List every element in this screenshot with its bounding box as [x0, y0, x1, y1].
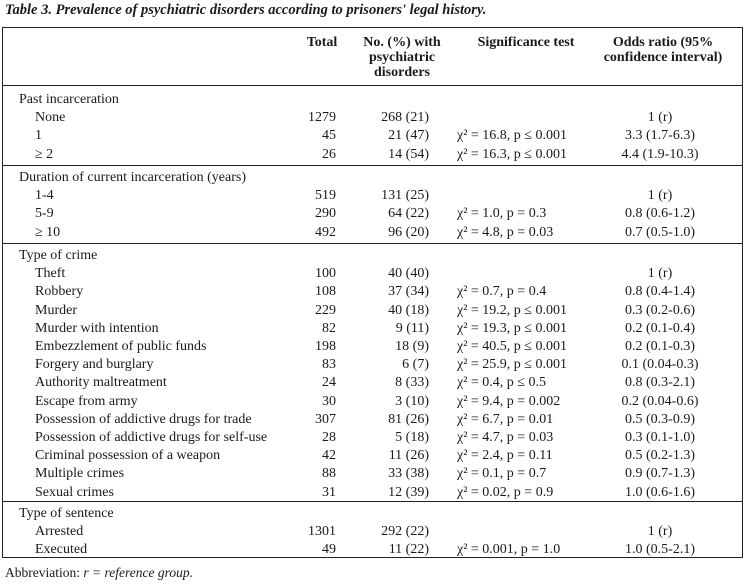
row-label: Arrested [35, 524, 84, 540]
table-row [3, 356, 742, 374]
row-total: 290 [315, 206, 336, 222]
row-count-percent: 9 (11) [395, 320, 429, 336]
row-odds-ratio: 0.7 (0.5-1.0) [625, 224, 695, 240]
row-label: Sexual crimes [35, 484, 114, 500]
row-total: 82 [322, 320, 336, 336]
header-number-line1: No. (%) with [363, 35, 441, 50]
row-count-percent: 131 (25) [381, 188, 429, 204]
header-number-line2: psychiatric [368, 50, 436, 65]
row-significance: χ² = 40.5, p ≤ 0.001 [457, 339, 567, 354]
row-count-percent: 14 (54) [388, 146, 429, 162]
section-title-row [3, 247, 742, 265]
row-significance: χ² = 4.7, p = 0.03 [457, 430, 554, 445]
row-significance: χ² = 19.3, p ≤ 0.001 [457, 320, 567, 336]
row-odds-ratio: 0.3 (0.1-1.0) [625, 430, 695, 445]
section-title: Duration of current incarceration (years) [19, 170, 246, 185]
row-count-percent: 8 (33) [395, 375, 429, 391]
row-odds-ratio: 1 (r) [647, 110, 673, 126]
row-total: 24 [322, 375, 336, 391]
row-count-percent: 40 (40) [388, 266, 429, 282]
table-row [3, 224, 742, 242]
row-label: Authority maltreatment [35, 375, 167, 391]
row-count-percent: 64 (22) [388, 206, 429, 222]
section-divider [3, 243, 742, 244]
row-odds-ratio: 0.2 (0.04-0.6) [621, 393, 699, 409]
row-label: None [35, 110, 66, 126]
row-total: 1301 [308, 524, 336, 540]
row-count-percent: 268 (21) [381, 110, 429, 126]
footnote [5, 565, 193, 581]
row-total: 198 [315, 339, 336, 354]
row-odds-ratio: 0.9 (0.7-1.3) [625, 466, 695, 482]
row-label: ≥ 10 [35, 224, 61, 240]
row-label: Executed [35, 542, 88, 558]
section-title: Past incarceration [19, 92, 119, 107]
table-row [3, 484, 742, 502]
row-significance: χ² = 0.1, p = 0.7 [457, 466, 547, 482]
table-row [3, 541, 742, 559]
header-number-line3: disorders [374, 65, 430, 80]
table-row [3, 338, 742, 356]
table-row [3, 429, 742, 447]
row-significance: χ² = 0.7, p = 0.4 [457, 284, 547, 300]
header-divider [3, 85, 742, 86]
table-row [3, 374, 742, 392]
row-total: 108 [315, 284, 336, 300]
table-row [3, 109, 742, 127]
row-total: 307 [315, 411, 336, 427]
row-significance: χ² = 16.3, p ≤ 0.001 [457, 146, 567, 162]
row-significance: χ² = 16.8, p ≤ 0.001 [457, 128, 567, 144]
section-divider [3, 165, 742, 166]
row-label: 1-4 [35, 188, 54, 204]
table-row [3, 187, 742, 205]
row-count-percent: 81 (26) [388, 411, 429, 427]
row-odds-ratio: 0.8 (0.4-1.4) [625, 284, 695, 300]
header-odds-line2: confidence interval) [603, 50, 723, 65]
row-total: 26 [322, 146, 336, 162]
table-row [3, 465, 742, 483]
table-row [3, 205, 742, 223]
row-significance: χ² = 6.7, p = 0.01 [457, 411, 554, 427]
row-label: Theft [35, 266, 66, 282]
table-row [3, 393, 742, 411]
row-label: Criminal possession of a weapon [35, 448, 221, 464]
row-total: 45 [322, 128, 336, 144]
row-label: Possession of addictive drugs for self-use [35, 430, 268, 445]
row-label: 5-9 [35, 206, 54, 222]
row-significance: χ² = 0.02, p = 0.9 [457, 484, 554, 500]
row-significance: χ² = 0.4, p ≤ 0.5 [457, 375, 546, 391]
table-row [3, 523, 742, 541]
table-row [3, 320, 742, 338]
row-label: Robbery [35, 284, 84, 300]
header-odds-line1: Odds ratio (95% [612, 35, 714, 50]
row-count-percent: 33 (38) [388, 466, 429, 482]
section-title-row [3, 505, 742, 523]
row-odds-ratio: 0.2 (0.1-0.4) [625, 320, 695, 336]
table-frame [2, 27, 743, 558]
table-row [3, 283, 742, 301]
row-significance: χ² = 0.001, p = 1.0 [457, 542, 561, 558]
row-count-percent: 11 (26) [388, 448, 429, 464]
section-title-row [3, 169, 742, 187]
row-significance: χ² = 2.4, p = 0.11 [457, 448, 553, 464]
header-odds [593, 35, 733, 65]
row-total: 42 [322, 448, 336, 464]
row-label: Possession of addictive drugs for trade [35, 411, 252, 427]
table-row [3, 411, 742, 429]
row-odds-ratio: 1 (r) [647, 188, 673, 204]
table-row [3, 447, 742, 465]
row-label: 1 [35, 128, 42, 144]
row-label: Embezzlement of public funds [35, 339, 207, 354]
header-number [348, 35, 456, 80]
header-significance: Significance test [477, 35, 575, 50]
row-odds-ratio: 0.1 (0.04-0.3) [621, 357, 699, 373]
row-label: Forgery and burglary [35, 357, 154, 373]
table-row [3, 302, 742, 320]
row-odds-ratio: 1.0 (0.5-2.1) [625, 542, 695, 558]
row-total: 100 [315, 266, 336, 282]
row-count-percent: 3 (10) [395, 393, 429, 409]
row-label: Murder [35, 302, 77, 318]
section-title-row [3, 91, 742, 109]
table-caption: Table 3. Prevalence of psychiatric disorders according to prisoners' legal history. [5, 2, 487, 18]
row-total: 519 [315, 188, 336, 204]
section-title: Type of crime [19, 248, 98, 263]
table-row [3, 146, 742, 164]
row-significance: χ² = 4.8, p = 0.03 [457, 224, 554, 240]
section-title: Type of sentence [19, 506, 114, 521]
footnote-prefix: Abbreviation: [5, 565, 84, 580]
row-count-percent: 96 (20) [388, 224, 429, 240]
row-odds-ratio: 1.0 (0.6-1.6) [625, 484, 695, 500]
row-odds-ratio: 3.3 (1.7-6.3) [625, 128, 695, 144]
row-odds-ratio: 1 (r) [647, 266, 673, 282]
table-row [3, 127, 742, 145]
row-significance: χ² = 1.0, p = 0.3 [457, 206, 547, 222]
row-total: 31 [322, 484, 336, 500]
row-significance: χ² = 25.9, p ≤ 0.001 [457, 357, 567, 373]
row-odds-ratio: 0.8 (0.6-1.2) [625, 206, 695, 222]
row-odds-ratio: 0.3 (0.2-0.6) [625, 302, 695, 318]
row-count-percent: 11 (22) [388, 542, 429, 558]
row-total: 49 [322, 542, 336, 558]
row-count-percent: 37 (34) [388, 284, 429, 300]
row-total: 1279 [308, 110, 336, 126]
row-odds-ratio: 0.5 (0.3-0.9) [625, 411, 695, 427]
table-row [3, 265, 742, 283]
row-total: 83 [322, 357, 336, 373]
row-odds-ratio: 1 (r) [647, 524, 673, 540]
row-count-percent: 6 (7) [402, 357, 429, 373]
row-label: Murder with intention [35, 320, 159, 336]
row-count-percent: 21 (47) [388, 128, 429, 144]
footnote-abbreviation: r = reference group. [83, 565, 193, 580]
row-odds-ratio: 0.5 (0.2-1.3) [625, 448, 695, 464]
row-count-percent: 18 (9) [395, 339, 429, 354]
section-divider [3, 501, 742, 502]
row-significance: χ² = 9.4, p = 0.002 [457, 393, 561, 409]
row-total: 30 [322, 393, 336, 409]
row-label: Multiple crimes [35, 466, 125, 482]
header-total: Total [306, 35, 338, 50]
row-odds-ratio: 0.2 (0.1-0.3) [625, 339, 695, 354]
row-odds-ratio: 4.4 (1.9-10.3) [621, 146, 699, 162]
row-count-percent: 5 (18) [395, 430, 429, 445]
row-total: 229 [315, 302, 336, 318]
row-count-percent: 292 (22) [381, 524, 429, 540]
row-total: 492 [315, 224, 336, 240]
row-count-percent: 12 (39) [388, 484, 429, 500]
row-label: Escape from army [35, 393, 138, 409]
row-count-percent: 40 (18) [388, 302, 429, 318]
row-total: 88 [322, 466, 336, 482]
row-significance: χ² = 19.2, p ≤ 0.001 [457, 302, 567, 318]
row-odds-ratio: 0.8 (0.3-2.1) [625, 375, 695, 391]
row-total: 28 [322, 430, 336, 445]
row-label: ≥ 2 [35, 146, 54, 162]
